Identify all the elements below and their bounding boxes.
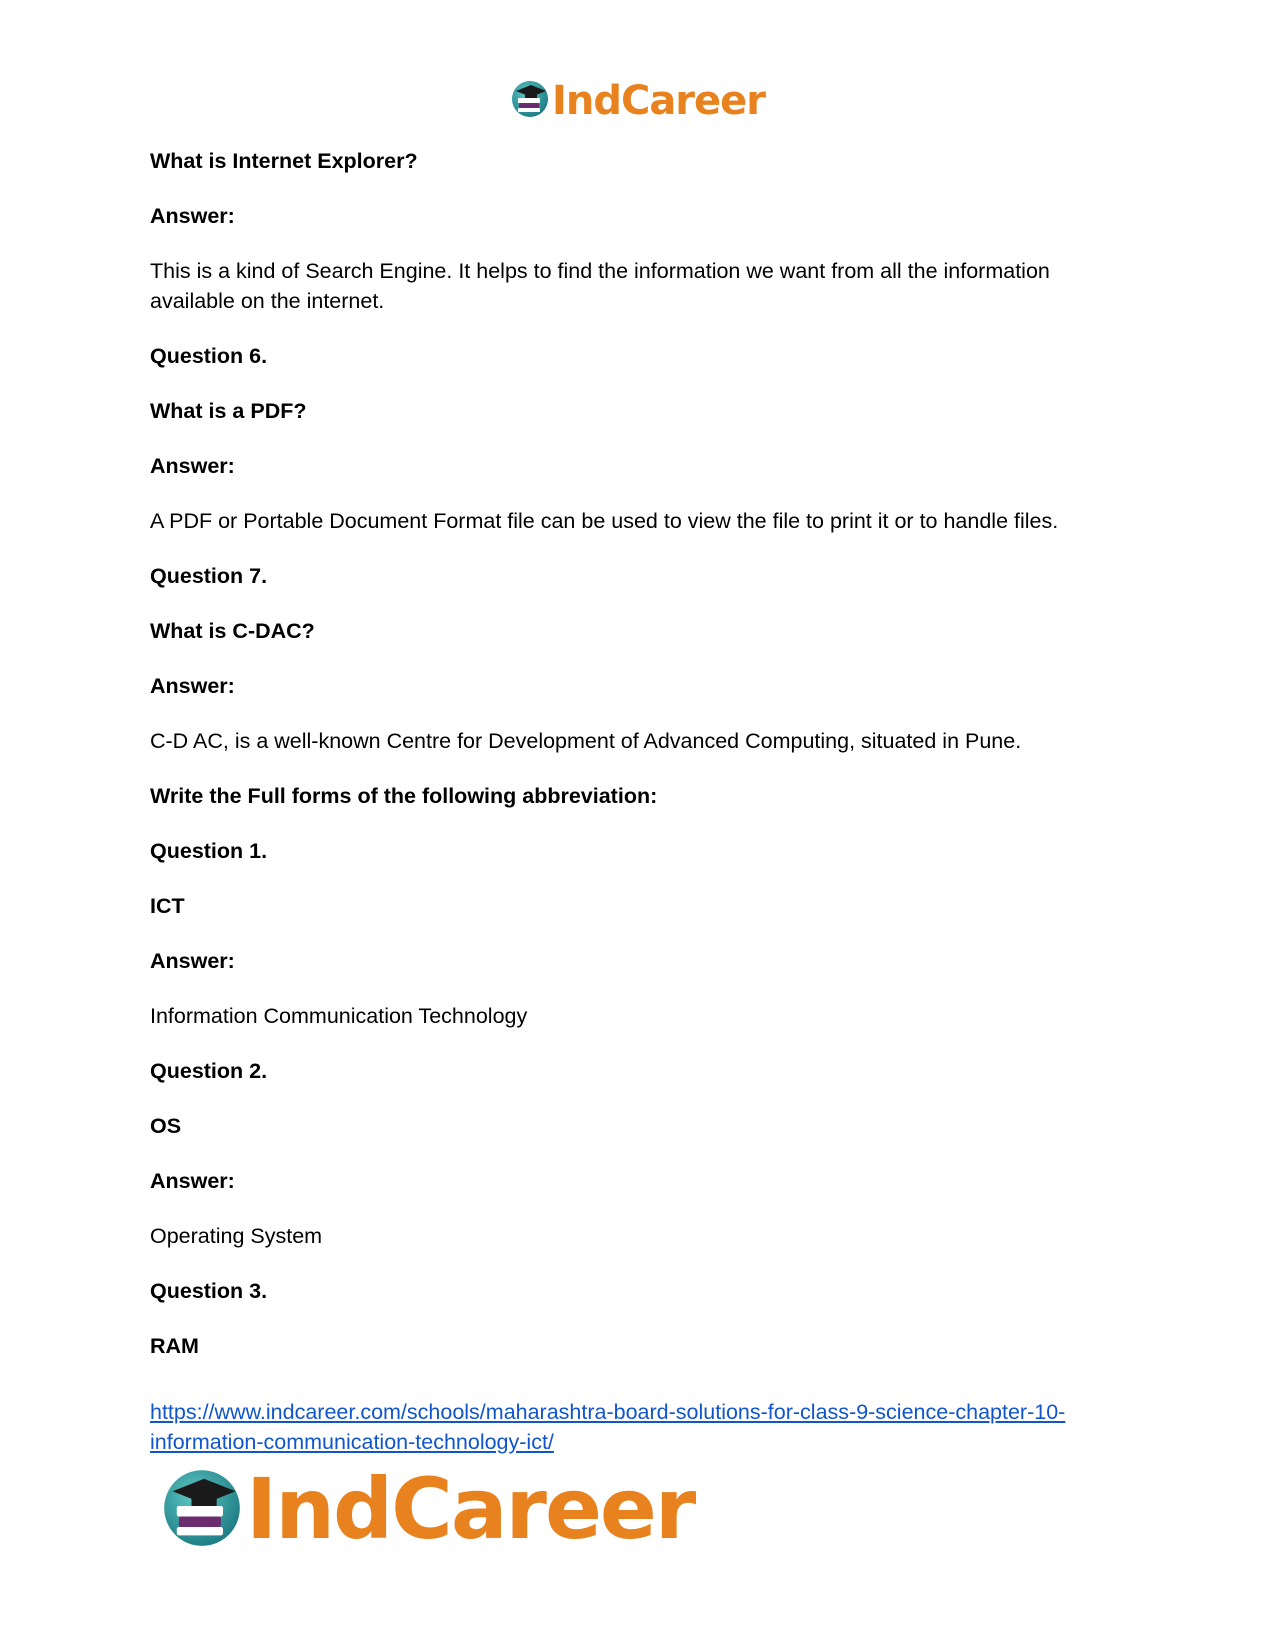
heading-line: What is C-DAC?: [150, 619, 315, 643]
heading-line: Question 3.: [150, 1279, 268, 1303]
heading-line: Answer:: [150, 674, 235, 698]
logo-text-large: IndCareer: [246, 1459, 695, 1558]
heading-line: RAM: [150, 1334, 199, 1358]
heading-line: ICT: [150, 894, 185, 918]
footer-logo-container: [160, 1459, 695, 1558]
heading-line: Question 7.: [150, 564, 268, 588]
answer-text: This is a kind of Search Engine. It helps to find the information we want from all the information available on the internet.: [150, 259, 1050, 313]
header-logo-container: [0, 78, 1275, 123]
heading-line: Answer:: [150, 1169, 235, 1193]
graduation-book-emblem-icon: [160, 1464, 244, 1553]
heading-line: What is a PDF?: [150, 399, 307, 423]
source-link[interactable]: https://www.indcareer.com/schools/maharashtra-board-solutions-for-class-9-science-chapter-10-information-communication-technology-ict/: [150, 1400, 1066, 1454]
heading-line: OS: [150, 1114, 182, 1138]
answer-text: Operating System: [150, 1224, 323, 1248]
heading-line: Question 2.: [150, 1059, 268, 1083]
heading-line: Answer:: [150, 204, 235, 228]
indcareer-logo-large: [160, 1459, 695, 1558]
graduation-book-emblem-icon: [510, 78, 550, 123]
answer-text: C-D AC, is a well-known Centre for Development of Advanced Computing, situated in Pune.: [150, 729, 1022, 753]
heading-line: Write the Full forms of the following abbreviation:: [150, 784, 658, 808]
document-body: [150, 146, 1140, 1361]
indcareer-logo: [510, 78, 765, 123]
source-link-block: [150, 1397, 1150, 1457]
heading-line: Question 1.: [150, 839, 268, 863]
logo-text: IndCareer: [551, 77, 766, 124]
heading-line: Answer:: [150, 949, 235, 973]
heading-line: What is Internet Explorer?: [150, 149, 418, 173]
heading-line: Answer:: [150, 454, 235, 478]
answer-text: Information Communication Technology: [150, 1004, 528, 1028]
answer-text: A PDF or Portable Document Format file can be used to view the file to print it or to handle files.: [150, 509, 1059, 533]
heading-line: Question 6.: [150, 344, 268, 368]
